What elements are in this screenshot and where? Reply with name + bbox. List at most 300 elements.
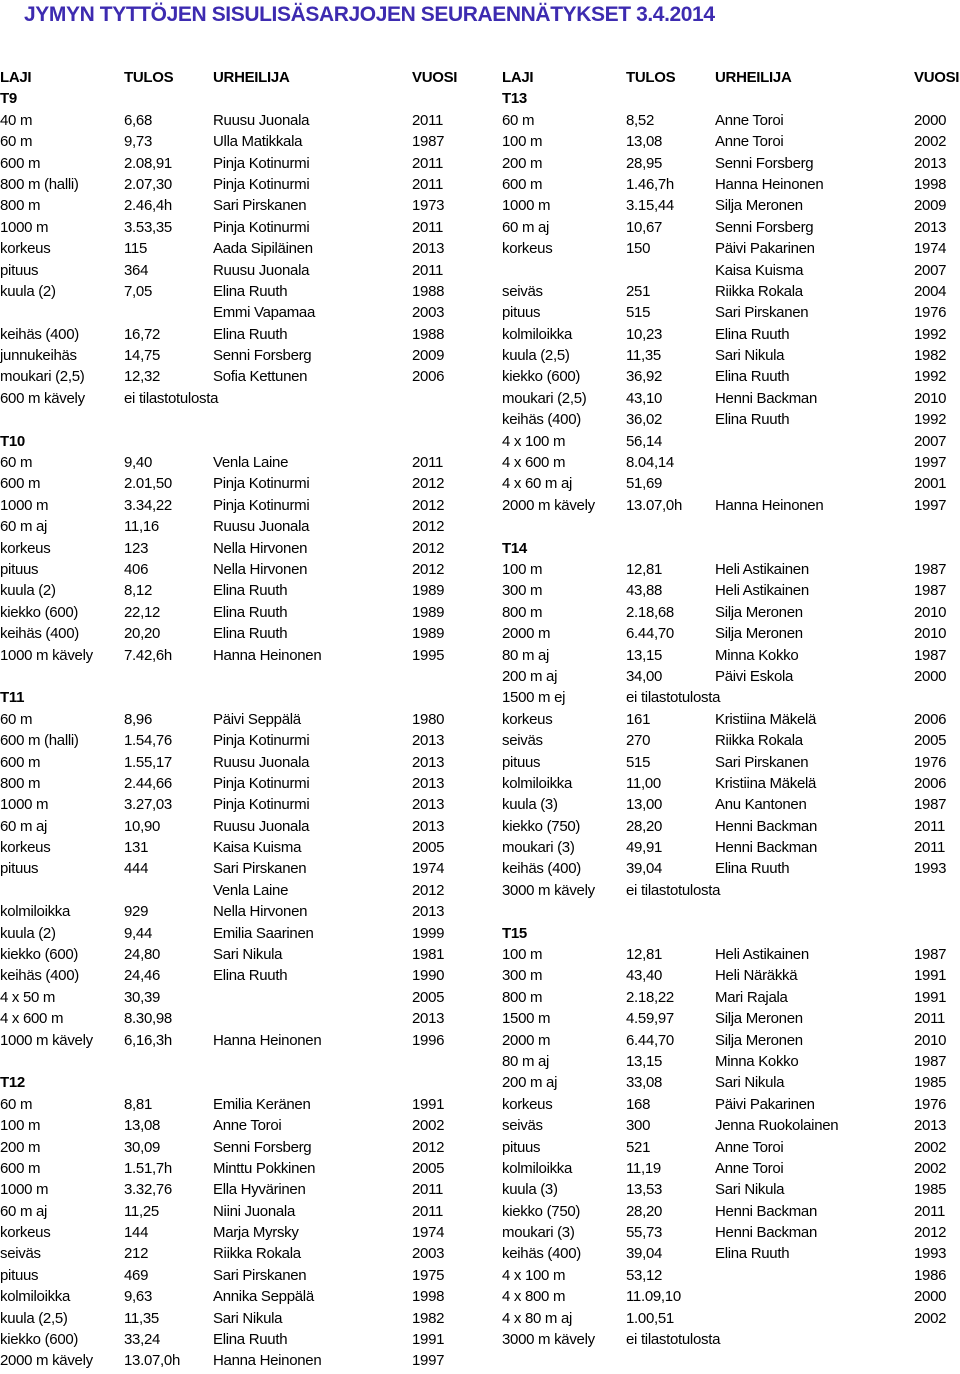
event-cell: 600 m (halli) <box>0 732 79 750</box>
year-cell: 1985 <box>914 1181 947 1199</box>
athlete-cell: Ella Hyvärinen <box>213 1181 306 1199</box>
year-cell: 1992 <box>914 368 947 386</box>
result-cell: 13,08 <box>124 1117 161 1135</box>
result-cell: 251 <box>626 282 651 300</box>
athlete-cell: Päivi Pakarinen <box>715 240 815 258</box>
athlete-cell: Elina Ruuth <box>213 282 288 300</box>
result-cell: 33,08 <box>626 1074 663 1092</box>
event-cell: korkeus <box>0 539 51 557</box>
year-cell: 2011 <box>412 175 444 193</box>
event-cell: kolmiloikka <box>502 325 573 343</box>
athlete-cell: Senni Forsberg <box>213 1138 312 1156</box>
record-row <box>502 944 960 965</box>
result-cell: 24,46 <box>124 967 161 985</box>
record-row <box>0 1137 460 1158</box>
record-row <box>502 174 960 195</box>
event-cell: 1000 m kävely <box>0 1031 93 1049</box>
athlete-cell: Sari Pirskanen <box>213 860 307 878</box>
year-cell: 1974 <box>412 860 445 878</box>
age-group-label: T13 <box>502 90 527 108</box>
record-row <box>502 431 960 452</box>
record-row <box>502 345 960 366</box>
year-cell: 2006 <box>914 710 947 728</box>
year-cell: 2012 <box>412 518 445 536</box>
record-row <box>502 794 960 815</box>
result-cell: 2.44,66 <box>124 774 172 792</box>
event-cell: 100 m <box>502 560 543 578</box>
record-row <box>0 238 460 259</box>
event-cell: kuula (2,5) <box>502 347 570 365</box>
year-cell: 1976 <box>914 753 947 771</box>
event-cell: 4 x 600 m <box>0 1010 64 1028</box>
record-row <box>502 752 960 773</box>
year-cell: 2007 <box>914 432 947 450</box>
year-cell: 2011 <box>412 1202 444 1220</box>
athlete-cell: Sari Nikula <box>715 347 785 365</box>
record-row <box>502 1179 960 1200</box>
year-cell: 2002 <box>914 1138 947 1156</box>
result-cell: 6,68 <box>124 111 152 129</box>
record-row <box>0 1179 460 1200</box>
result-cell: 34,00 <box>626 667 663 685</box>
result-cell: 3.15,44 <box>626 197 674 215</box>
event-cell: 1500 m ej <box>502 689 566 707</box>
year-cell: 2003 <box>412 304 445 322</box>
result-cell: 3.32,76 <box>124 1181 172 1199</box>
event-cell: moukari (2,5) <box>0 368 85 386</box>
result-cell: 406 <box>124 560 149 578</box>
result-cell: 2.08,91 <box>124 154 172 172</box>
event-cell: 1000 m <box>0 796 49 814</box>
athlete-cell: Mari Rajala <box>715 988 788 1006</box>
year-cell: 1991 <box>412 1095 445 1113</box>
age-group-label: T15 <box>502 924 527 942</box>
athlete-cell: Pinja Kotinurmi <box>213 218 310 236</box>
athlete-cell: Henni Backman <box>715 1224 817 1242</box>
year-cell: 1980 <box>412 710 445 728</box>
athlete-cell: Hanna Heinonen <box>213 1352 322 1370</box>
result-cell: 13,53 <box>626 1181 663 1199</box>
result-cell: 123 <box>124 539 149 557</box>
result-cell: 39,04 <box>626 860 663 878</box>
result-cell: 14,75 <box>124 347 161 365</box>
event-cell: 200 m aj <box>502 1074 558 1092</box>
athlete-cell: Päivi Pakarinen <box>715 1095 815 1113</box>
event-cell: 60 m <box>502 111 535 129</box>
record-row <box>0 709 460 730</box>
event-cell: 60 m <box>0 133 33 151</box>
result-cell: 6,16,3h <box>124 1031 172 1049</box>
athlete-cell: Nella Hirvonen <box>213 903 308 921</box>
spacer-row <box>0 409 460 430</box>
result-cell: 9,44 <box>124 924 152 942</box>
event-cell: 600 m <box>502 175 543 193</box>
year-cell: 1993 <box>914 1245 947 1263</box>
event-cell: 600 m <box>0 1159 41 1177</box>
result-cell: 3.27,03 <box>124 796 172 814</box>
athlete-cell: Aada Sipiläinen <box>213 240 313 258</box>
result-cell: 22,12 <box>124 603 161 621</box>
record-row <box>502 987 960 1008</box>
record-row <box>502 965 960 986</box>
year-cell: 2011 <box>412 154 444 172</box>
athlete-cell: Kaisa Kuisma <box>213 839 302 857</box>
event-cell: korkeus <box>0 839 51 857</box>
record-row <box>0 153 460 174</box>
event-cell: keihäs (400) <box>502 1245 581 1263</box>
athlete-cell: Pinja Kotinurmi <box>213 175 310 193</box>
year-cell: 2006 <box>412 368 445 386</box>
event-cell: moukari (3) <box>502 839 575 857</box>
event-cell: kuula (3) <box>502 1181 558 1199</box>
header-laji: LAJI <box>502 69 534 86</box>
year-cell: 2013 <box>412 903 445 921</box>
event-cell: 40 m <box>0 111 33 129</box>
record-row <box>0 1158 460 1179</box>
year-cell: 2013 <box>412 817 445 835</box>
age-group-heading <box>0 431 460 452</box>
event-cell: 3000 m kävely <box>502 1331 595 1349</box>
result-cell: 1.54,76 <box>124 732 172 750</box>
year-cell: 1976 <box>914 1095 947 1113</box>
event-cell: 2000 m kävely <box>0 1352 93 1370</box>
header-vuosi: VUOSI <box>914 69 960 86</box>
athlete-cell: Elina Ruuth <box>213 1331 288 1349</box>
result-cell: 49,91 <box>626 839 663 857</box>
event-cell: kolmiloikka <box>502 1159 573 1177</box>
event-cell: 4 x 60 m aj <box>502 475 573 493</box>
header-urheilija: URHEILIJA <box>715 69 792 86</box>
event-cell: 1000 m <box>502 197 551 215</box>
year-cell: 2013 <box>914 218 947 236</box>
spacer-row <box>0 666 460 687</box>
year-cell: 1982 <box>914 347 947 365</box>
result-cell: 6.44,70 <box>626 625 674 643</box>
athlete-cell: Emmi Vapamaa <box>213 304 315 322</box>
record-row <box>502 388 960 409</box>
year-cell: 1976 <box>914 304 947 322</box>
athlete-cell: Elina Ruuth <box>213 967 288 985</box>
result-cell: ei tilastotulosta <box>626 881 721 899</box>
athlete-cell: Riikka Rokala <box>715 282 803 300</box>
age-group-heading <box>502 538 960 559</box>
year-cell: 2006 <box>914 774 947 792</box>
event-cell: pituus <box>502 1138 541 1156</box>
record-row <box>502 709 960 730</box>
record-row <box>502 1115 960 1136</box>
year-cell: 1998 <box>412 1288 445 1306</box>
record-row <box>502 623 960 644</box>
year-cell: 1996 <box>412 1031 445 1049</box>
athlete-cell: Elina Ruuth <box>715 860 790 878</box>
record-row <box>0 131 460 152</box>
result-cell: 144 <box>124 1224 149 1242</box>
age-group-heading <box>0 687 460 708</box>
record-row <box>0 1243 460 1264</box>
result-cell: 13.07,0h <box>124 1352 180 1370</box>
event-cell: korkeus <box>0 240 51 258</box>
year-cell: 2013 <box>412 240 445 258</box>
record-row <box>0 623 460 644</box>
result-cell: 8.04,14 <box>626 454 674 472</box>
event-cell: pituus <box>0 261 39 279</box>
record-row <box>0 1350 460 1371</box>
age-group-label: T12 <box>0 1074 25 1092</box>
result-cell: 469 <box>124 1266 149 1284</box>
year-cell: 1995 <box>412 646 445 664</box>
result-cell: 10,90 <box>124 817 161 835</box>
athlete-cell: Pinja Kotinurmi <box>213 774 310 792</box>
event-cell: 600 m <box>0 753 41 771</box>
result-cell: 33,24 <box>124 1331 161 1349</box>
year-cell: 2002 <box>412 1117 445 1135</box>
event-cell: 60 m <box>0 710 33 728</box>
result-cell: 28,20 <box>626 817 663 835</box>
result-cell: ei tilastotulosta <box>124 389 219 407</box>
record-row <box>0 901 460 922</box>
result-cell: 53,12 <box>626 1266 663 1284</box>
event-cell: 300 m <box>502 582 543 600</box>
record-row <box>502 153 960 174</box>
athlete-cell: Elina Ruuth <box>213 625 288 643</box>
record-row <box>502 217 960 238</box>
record-row <box>0 110 460 131</box>
record-row <box>502 1286 960 1307</box>
record-row <box>502 1222 960 1243</box>
year-cell: 2012 <box>412 881 445 899</box>
athlete-cell: Päivi Eskola <box>715 667 794 685</box>
result-cell: 9,40 <box>124 454 152 472</box>
event-cell: 2000 m <box>502 1031 551 1049</box>
event-cell: keihäs (400) <box>502 860 581 878</box>
result-cell: 300 <box>626 1117 651 1135</box>
athlete-cell: Heli Astikainen <box>715 560 809 578</box>
event-cell: korkeus <box>502 1095 553 1113</box>
record-row <box>0 580 460 601</box>
right-table-header <box>502 67 960 88</box>
header-vuosi: VUOSI <box>412 69 458 86</box>
result-cell: 30,39 <box>124 988 161 1006</box>
result-cell: 10,23 <box>626 325 663 343</box>
event-cell: 800 m (halli) <box>0 175 79 193</box>
record-row <box>502 366 960 387</box>
record-row <box>502 281 960 302</box>
event-cell: 300 m <box>502 967 543 985</box>
age-group-heading <box>0 1072 460 1093</box>
year-cell: 1993 <box>914 860 947 878</box>
event-cell: keihäs (400) <box>0 967 79 985</box>
event-cell: keihäs (400) <box>502 411 581 429</box>
result-cell: 13,15 <box>626 1052 663 1070</box>
record-row <box>502 452 960 473</box>
athlete-cell: Elina Ruuth <box>213 603 288 621</box>
result-cell: 30,09 <box>124 1138 161 1156</box>
record-row <box>0 1222 460 1243</box>
year-cell: 2011 <box>914 839 946 857</box>
result-cell: ei tilastotulosta <box>626 1331 721 1349</box>
event-cell: korkeus <box>0 1224 51 1242</box>
result-cell: 9,63 <box>124 1288 152 1306</box>
year-cell: 2002 <box>914 1159 947 1177</box>
result-cell: 43,40 <box>626 967 663 985</box>
event-cell: kuula (2) <box>0 582 56 600</box>
event-cell: 4 x 600 m <box>502 454 566 472</box>
record-row <box>502 131 960 152</box>
record-row <box>0 1094 460 1115</box>
record-row <box>502 1308 960 1329</box>
event-cell: korkeus <box>502 240 553 258</box>
athlete-cell: Jenna Ruokolainen <box>715 1117 839 1135</box>
result-cell: 150 <box>626 240 651 258</box>
year-cell: 2013 <box>412 753 445 771</box>
year-cell: 2013 <box>914 154 947 172</box>
year-cell: 2012 <box>412 539 445 557</box>
event-cell: kuula (2) <box>0 282 56 300</box>
record-row <box>0 1115 460 1136</box>
result-cell: 13,00 <box>626 796 663 814</box>
result-cell: 2.18,22 <box>626 988 674 1006</box>
record-row <box>502 260 960 281</box>
record-row <box>0 837 460 858</box>
year-cell: 2011 <box>412 111 444 129</box>
year-cell: 2000 <box>914 111 947 129</box>
result-cell: 43,88 <box>626 582 663 600</box>
record-row <box>0 1201 460 1222</box>
athlete-cell: Anne Toroi <box>715 111 784 129</box>
record-row <box>502 1051 960 1072</box>
result-cell: 13,15 <box>626 646 663 664</box>
year-cell: 1985 <box>914 1074 947 1092</box>
event-cell: seiväs <box>502 282 543 300</box>
athlete-cell: Silja Meronen <box>715 197 803 215</box>
year-cell: 2002 <box>914 133 947 151</box>
event-cell: 200 m aj <box>502 667 558 685</box>
record-row <box>0 645 460 666</box>
year-cell: 1987 <box>412 133 445 151</box>
result-cell: 7.42,6h <box>124 646 172 664</box>
year-cell: 1988 <box>412 325 445 343</box>
event-cell: 4 x 50 m <box>0 988 56 1006</box>
record-row <box>0 473 460 494</box>
event-cell: 600 m kävely <box>0 389 85 407</box>
year-cell: 1987 <box>914 582 947 600</box>
event-cell: 1000 m <box>0 218 49 236</box>
result-cell: 16,72 <box>124 325 161 343</box>
header-tulos: TULOS <box>124 69 174 86</box>
result-cell: 1.00,51 <box>626 1309 674 1327</box>
event-cell: 100 m <box>0 1117 41 1135</box>
result-cell: 43,10 <box>626 389 663 407</box>
year-cell: 2010 <box>914 1031 947 1049</box>
athlete-cell: Senni Forsberg <box>715 218 814 236</box>
year-cell: 1991 <box>412 1331 445 1349</box>
athlete-cell: Henni Backman <box>715 1202 817 1220</box>
record-row <box>0 794 460 815</box>
year-cell: 1975 <box>412 1266 445 1284</box>
result-cell: 3.53,35 <box>124 218 172 236</box>
result-cell: 515 <box>626 304 651 322</box>
record-row <box>0 1286 460 1307</box>
result-cell: 8,96 <box>124 710 152 728</box>
result-cell: 55,73 <box>626 1224 663 1242</box>
result-cell: 51,69 <box>626 475 663 493</box>
event-cell: 1000 m <box>0 1181 49 1199</box>
year-cell: 2011 <box>914 1202 946 1220</box>
athlete-cell: Elina Ruuth <box>715 411 790 429</box>
result-cell: 161 <box>626 710 651 728</box>
athlete-cell: Hanna Heinonen <box>213 1031 322 1049</box>
athlete-cell: Pinja Kotinurmi <box>213 475 310 493</box>
athlete-cell: Ruusu Juonala <box>213 261 310 279</box>
result-cell: 131 <box>124 839 149 857</box>
result-cell: 28,95 <box>626 154 663 172</box>
record-row <box>0 1329 460 1350</box>
record-row <box>502 559 960 580</box>
age-group-heading <box>502 88 960 109</box>
result-cell: 13.07,0h <box>626 496 682 514</box>
result-cell: 11,16 <box>124 518 159 536</box>
spacer-row <box>0 1051 460 1072</box>
year-cell: 2005 <box>914 732 947 750</box>
record-row <box>0 559 460 580</box>
record-row <box>502 1329 960 1350</box>
result-cell: 12,81 <box>626 946 663 964</box>
event-cell: pituus <box>0 860 39 878</box>
record-row <box>0 1030 460 1051</box>
athlete-cell: Pinja Kotinurmi <box>213 796 310 814</box>
result-cell: 7,05 <box>124 282 152 300</box>
record-row <box>502 1265 960 1286</box>
year-cell: 2002 <box>914 1309 947 1327</box>
record-row <box>0 495 460 516</box>
record-row <box>0 752 460 773</box>
record-row <box>502 880 960 901</box>
event-cell: kuula (3) <box>502 796 558 814</box>
year-cell: 2013 <box>412 796 445 814</box>
event-cell: kiekko (600) <box>0 946 79 964</box>
year-cell: 2009 <box>914 197 947 215</box>
athlete-cell: Senni Forsberg <box>715 154 814 172</box>
year-cell: 1989 <box>412 582 445 600</box>
athlete-cell: Anne Toroi <box>715 133 784 151</box>
event-cell: 600 m <box>0 154 41 172</box>
event-cell: 2000 m <box>502 625 551 643</box>
result-cell: 4.59,97 <box>626 1010 674 1028</box>
record-row <box>502 666 960 687</box>
year-cell: 2011 <box>412 1181 444 1199</box>
event-cell: kiekko (600) <box>502 368 581 386</box>
year-cell: 2010 <box>914 389 947 407</box>
event-cell: 4 x 100 m <box>502 1266 566 1284</box>
record-row <box>0 880 460 901</box>
record-row <box>502 473 960 494</box>
record-row <box>0 944 460 965</box>
year-cell: 1992 <box>914 325 947 343</box>
event-cell: keihäs (400) <box>0 325 79 343</box>
year-cell: 2005 <box>412 988 445 1006</box>
year-cell: 2009 <box>412 347 445 365</box>
year-cell: 1997 <box>914 496 947 514</box>
record-row <box>0 816 460 837</box>
record-row <box>0 260 460 281</box>
event-cell: 800 m <box>502 603 543 621</box>
result-cell: 11,35 <box>626 347 661 365</box>
record-row <box>502 1008 960 1029</box>
record-row <box>0 452 460 473</box>
age-group-label: T10 <box>0 432 25 450</box>
age-group-heading <box>0 88 460 109</box>
record-row <box>0 324 460 345</box>
